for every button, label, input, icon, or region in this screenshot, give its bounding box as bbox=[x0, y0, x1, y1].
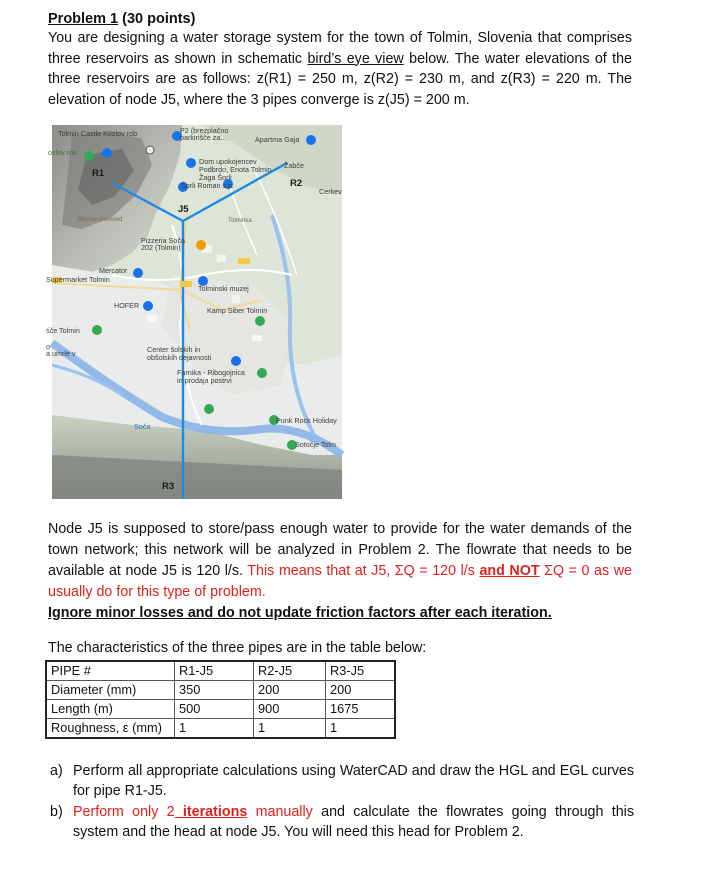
table-row: PIPE # R1-J5 R2-J5 R3-J5 bbox=[46, 661, 395, 681]
map-label: Tolminski muzej bbox=[198, 284, 249, 293]
map-label: a umrle v bbox=[46, 349, 76, 358]
table-row: Diameter (mm) 350 200 200 bbox=[46, 681, 395, 700]
map-label: Žabče bbox=[284, 161, 304, 170]
schematic-map bbox=[46, 125, 342, 499]
node-j5-label: J5 bbox=[178, 204, 189, 215]
map-label: Mercator bbox=[99, 266, 128, 275]
map-label: Podbrdo, Enota Tolmin bbox=[199, 165, 272, 174]
map-label: Farnika - Ribogojnica bbox=[177, 368, 245, 377]
map-label: Dom upokojencev bbox=[199, 157, 257, 166]
map-label: Center šolskih in bbox=[147, 345, 201, 354]
map-label: Šorli Roman s.p. bbox=[181, 181, 235, 190]
map-label: ozlov rob bbox=[48, 148, 78, 157]
map-label: Pizzeria Soča bbox=[141, 236, 185, 245]
reservoir-r3-label: R3 bbox=[162, 481, 175, 492]
map-label: o bbox=[46, 342, 50, 351]
table-intro: The characteristics of the three pipes are in the table below: bbox=[48, 640, 427, 656]
map-label: Sotočje Tolm bbox=[295, 440, 337, 449]
map-label: Kamp Siber Tolmin bbox=[207, 306, 268, 315]
map-label: parkirišče za... bbox=[180, 133, 227, 142]
map-label: HOFER bbox=[114, 301, 140, 310]
map-label: Supermarket Tolmin bbox=[46, 275, 110, 284]
problem-title: Problem 1 (30 points) bbox=[48, 11, 196, 27]
map-label: Žaga Šorli bbox=[199, 173, 232, 182]
reservoir-r1-label: R1 bbox=[92, 168, 105, 179]
question-list bbox=[50, 762, 634, 844]
map-label: Punk Rock Holiday bbox=[276, 416, 337, 425]
map-label: obšolskih dejavnosti bbox=[147, 353, 212, 362]
map-label: Apartma Gaja bbox=[255, 135, 300, 144]
map-label: Brunov drevored bbox=[78, 217, 123, 223]
map-label: Tolminka bbox=[228, 218, 252, 224]
problem-intro: You are designing a water storage system for the town of Tolmin, Slovenia that comprises three reservoirs as shown in schematic bird’s eye view below. The water elevations of the three reservoirs are as follows: z(R1) = 250 m, z(R2) = 230 m, and z(R3) = 220 m. The elevation of node J5, where the 3 pipes converge is z(J5) = 200 m. bbox=[48, 30, 632, 108]
table-row: Roughness, ε (mm) 1 1 1 bbox=[46, 719, 395, 739]
map-label: śče Tolmin bbox=[46, 326, 80, 335]
question-b: b) Perform only 2 iterations manually and calculate the flowrates going through this system and the head at node J5. You will need this head for Problem 2. bbox=[50, 804, 634, 840]
map-label: Soča bbox=[134, 422, 151, 431]
map-label: Tolmin Castle Kozlov rob bbox=[58, 129, 138, 138]
reservoir-r2-label: R2 bbox=[290, 178, 303, 189]
map-label: Cerkev bbox=[319, 187, 342, 196]
table-row: Length (m) 500 900 1675 bbox=[46, 700, 395, 719]
map-label: 202 (Tolmin) bbox=[141, 243, 181, 252]
node-j5-description: Node J5 is supposed to store/pass enough water to provide for the water demands of the town network; this network will be analyzed in Problem 2. The flowrate that needs to be available at node J5 is 120 l/s. This means that at J5, ΣQ = 120 l/s and NOT ΣQ = 0 as we usually do for this type of problem. Ignore minor losses and do not update friction factors after each iteration. bbox=[48, 521, 632, 621]
question-a: a) Perform all appropriate calculations using WaterCAD and draw the HGL and EGL curves for pipe R1-J5. bbox=[50, 763, 634, 799]
map-label: P2 (brezplačno bbox=[180, 126, 229, 135]
map-label: in prodaja postrvi bbox=[177, 376, 232, 385]
pipe-properties-table bbox=[45, 660, 396, 739]
